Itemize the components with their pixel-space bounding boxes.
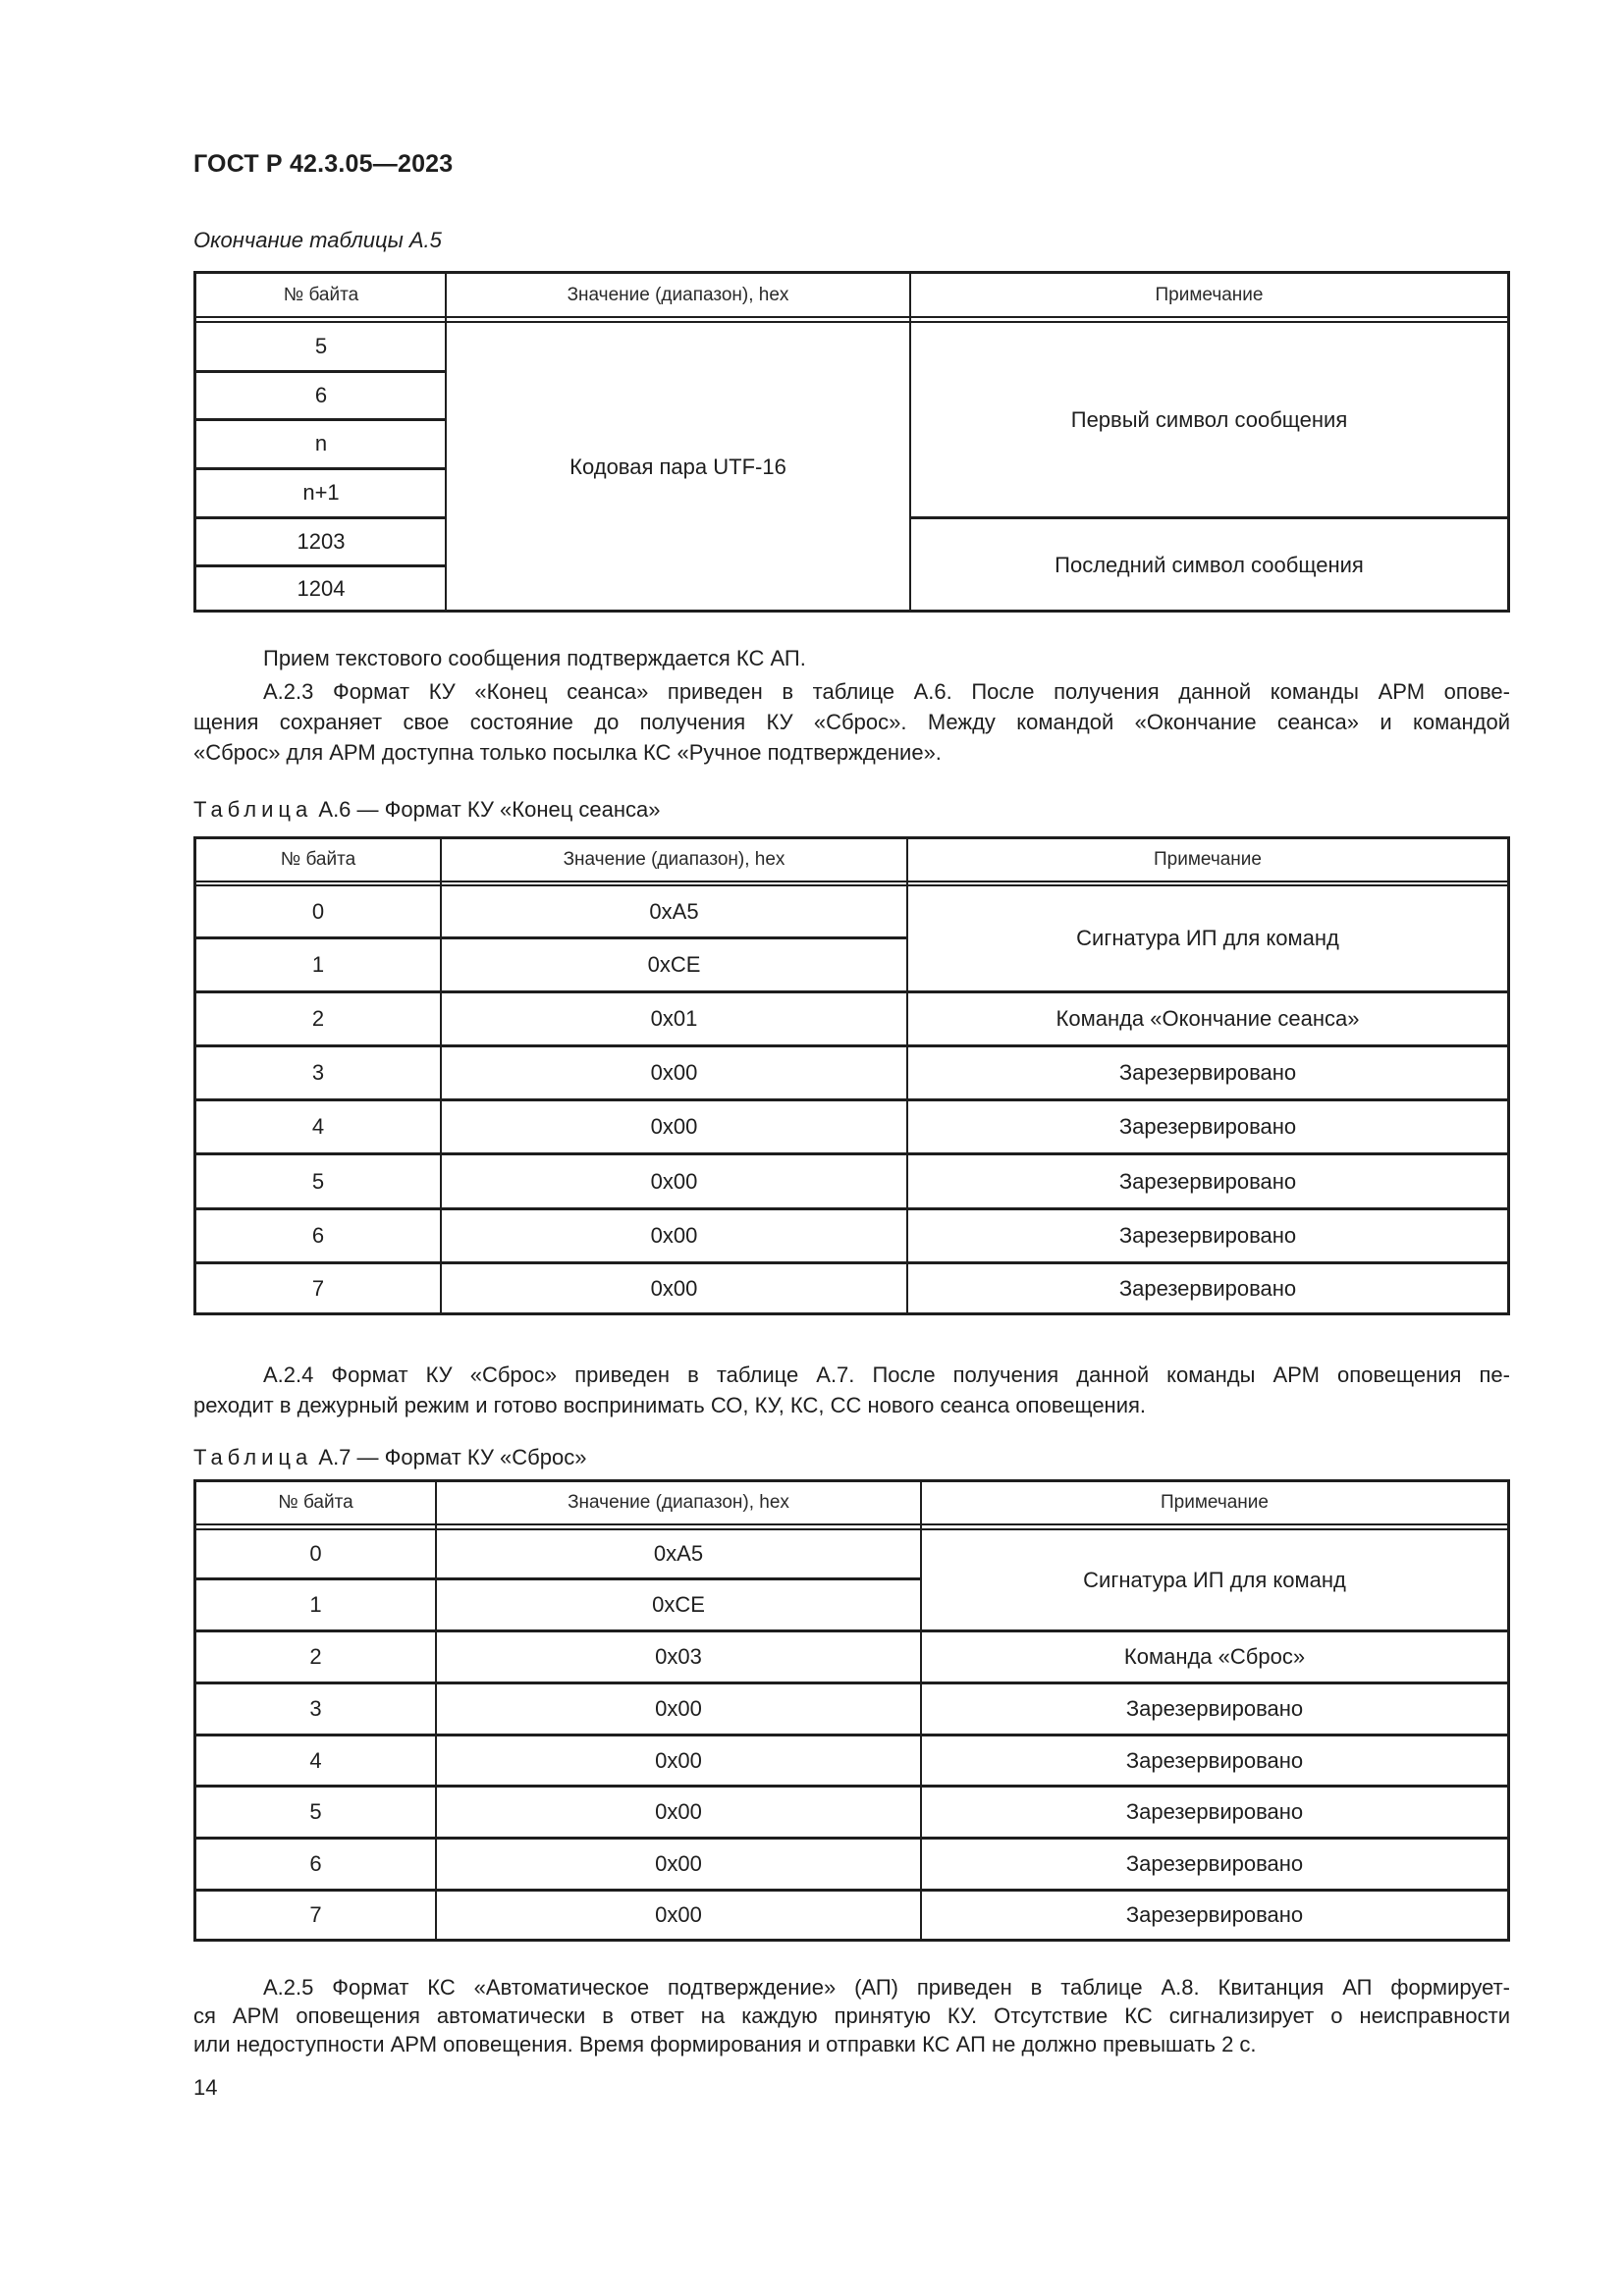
table-cell-note: Зарезервировано <box>1125 1851 1304 1876</box>
paragraph-text: А.2.5 Формат КС «Автоматическое подтверждение» (АП) приведен в таблице А.8. Квитанция АП формирует- <box>263 1975 1510 2000</box>
table-a7 <box>193 1479 1510 1942</box>
table-cell-note: Зарезервировано <box>1125 1696 1304 1721</box>
table-cell-value: 0xA5 <box>649 898 699 924</box>
column-header-note: Примечание <box>1154 849 1262 870</box>
table-cell-byte: 5 <box>314 334 328 358</box>
table-cell-byte: n <box>314 431 328 455</box>
table-cell-note: Зарезервировано <box>1118 1168 1297 1194</box>
column-header-value: Значение (диапазон), hex <box>567 285 789 305</box>
table-cell-byte: 7 <box>309 1902 322 1927</box>
table-a5 <box>193 271 1510 613</box>
paragraph-text: Прием текстового сообщения подтверждается КС АП. <box>263 646 806 670</box>
table-cell-byte: 6 <box>311 1223 325 1248</box>
column-header-note: Примечание <box>1161 1492 1269 1513</box>
table-cell-byte: 3 <box>309 1696 322 1721</box>
table-cell-byte: 4 <box>311 1114 325 1139</box>
paragraph-a2-4 <box>193 1360 1510 1420</box>
table-cell-byte: 3 <box>311 1060 325 1085</box>
table-cell-byte: 0 <box>309 1541 322 1566</box>
table-cell-value: 0x00 <box>650 1060 698 1085</box>
table-cell-byte: 1203 <box>297 528 346 554</box>
caption-title: А.6 — Формат КУ «Конец сеанса» <box>318 797 661 822</box>
table-cell-note: Зарезервировано <box>1125 1902 1304 1927</box>
table-cell-byte: 2 <box>309 1644 322 1669</box>
column-header-note: Примечание <box>1155 285 1264 305</box>
table-cell-note-merged: Сигнатура ИП для команд <box>1076 926 1339 950</box>
column-header-byte: № байта <box>278 1492 353 1513</box>
table-cell-byte: 5 <box>311 1168 325 1194</box>
table-cell-byte: 2 <box>311 1006 325 1031</box>
table-cell-byte: 6 <box>309 1851 322 1876</box>
table-cell-note: Команда «Окончание сеанса» <box>1056 1006 1360 1031</box>
document-header: ГОСТ Р 42.3.05—2023 <box>193 150 454 178</box>
table-cell-value: 0x00 <box>650 1223 698 1248</box>
caption-title: А.7 — Формат КУ «Сброс» <box>318 1445 587 1469</box>
table-cell-note: Зарезервировано <box>1125 1799 1304 1824</box>
table-cell-value: 0x00 <box>650 1168 698 1194</box>
table-cell-value: 0xCE <box>647 952 701 977</box>
table-cell-byte: 5 <box>309 1799 322 1824</box>
paragraph-confirmation <box>193 643 1510 673</box>
table-cell-byte: n+1 <box>302 480 340 505</box>
table-cell-value: 0xA5 <box>653 1541 704 1566</box>
paragraph-text: ся АРМ оповещения автоматически в ответ на каждую принятую КУ. Отсутствие КС сигнализирует о неисправности <box>193 2003 1510 2028</box>
table-cell-byte: 1204 <box>297 576 346 601</box>
table-cell-value: 0x00 <box>655 1902 702 1927</box>
table-cell-value: 0x03 <box>655 1644 702 1669</box>
table-cell-note-merged: Сигнатура ИП для команд <box>1083 1567 1346 1592</box>
paragraph-a2-3 <box>193 676 1510 768</box>
table-continuation-label: Окончание таблицы А.5 <box>193 228 442 252</box>
table-cell-note: Зарезервировано <box>1118 1114 1297 1139</box>
table-cell-note: Зарезервировано <box>1118 1223 1297 1248</box>
table-cell-note: Первый символ сообщения <box>1070 406 1348 432</box>
table-cell-value: 0x00 <box>650 1114 698 1139</box>
column-header-byte: № байта <box>280 849 356 870</box>
paragraph-text: щения сохраняет свое состояние до получения КУ «Сброс». Между командой «Окончание сеанса» и командой <box>193 710 1510 734</box>
table-cell-byte: 0 <box>311 898 325 924</box>
table-cell-byte: 7 <box>311 1275 325 1301</box>
table-cell-byte: 4 <box>309 1747 322 1773</box>
paragraph-text: А.2.3 Формат КУ «Конец сеанса» приведен в таблице А.6. После получения данной команды АРМ опове- <box>263 679 1510 704</box>
table-cell-note: Зарезервировано <box>1118 1060 1297 1085</box>
paragraph-text: реходит в дежурный режим и готово воспринимать СО, КУ, КС, СС нового сеанса оповещения. <box>193 1393 1147 1417</box>
column-header-value: Значение (диапазон), hex <box>568 1492 789 1513</box>
table-cell-note: Команда «Сброс» <box>1123 1644 1306 1669</box>
table-a6-caption <box>193 797 661 823</box>
paragraph-text: «Сброс» для АРМ доступна только посылка КС «Ручное подтверждение». <box>193 740 942 765</box>
table-cell-value: 0xCE <box>652 1592 705 1617</box>
column-header-byte: № байта <box>283 285 359 305</box>
table-cell-byte: 6 <box>314 382 328 407</box>
table-cell-value-merged: Кодовая пара UTF-16 <box>569 454 786 479</box>
paragraph-a2-5 <box>193 1973 1510 2058</box>
table-cell-value: 0x00 <box>655 1696 702 1721</box>
table-cell-note: Зарезервировано <box>1118 1275 1297 1301</box>
table-cell-value: 0x00 <box>655 1799 702 1824</box>
table-a7-caption <box>193 1445 586 1470</box>
table-cell-note: Последний символ сообщения <box>1055 553 1364 577</box>
table-cell-note: Зарезервировано <box>1125 1747 1304 1773</box>
table-cell-value: 0x01 <box>650 1006 698 1031</box>
table-cell-byte: 1 <box>309 1592 322 1617</box>
caption-word: Таблица <box>193 1445 313 1469</box>
paragraph-text: или недоступности АРМ оповещения. Время формирования и отправки КС АП не должно превышать 2 с. <box>193 2032 1257 2056</box>
page-number: 14 <box>193 2075 218 2100</box>
table-cell-value: 0x00 <box>655 1747 702 1773</box>
table-cell-value: 0x00 <box>655 1851 702 1876</box>
table-cell-byte: 1 <box>311 952 325 977</box>
paragraph-text: А.2.4 Формат КУ «Сброс» приведен в таблице А.7. После получения данной команды АРМ оповещения пе- <box>263 1362 1510 1387</box>
table-cell-value: 0x00 <box>650 1275 698 1301</box>
column-header-value: Значение (диапазон), hex <box>563 849 785 870</box>
table-a6 <box>193 836 1510 1315</box>
caption-word: Таблица <box>193 797 313 822</box>
